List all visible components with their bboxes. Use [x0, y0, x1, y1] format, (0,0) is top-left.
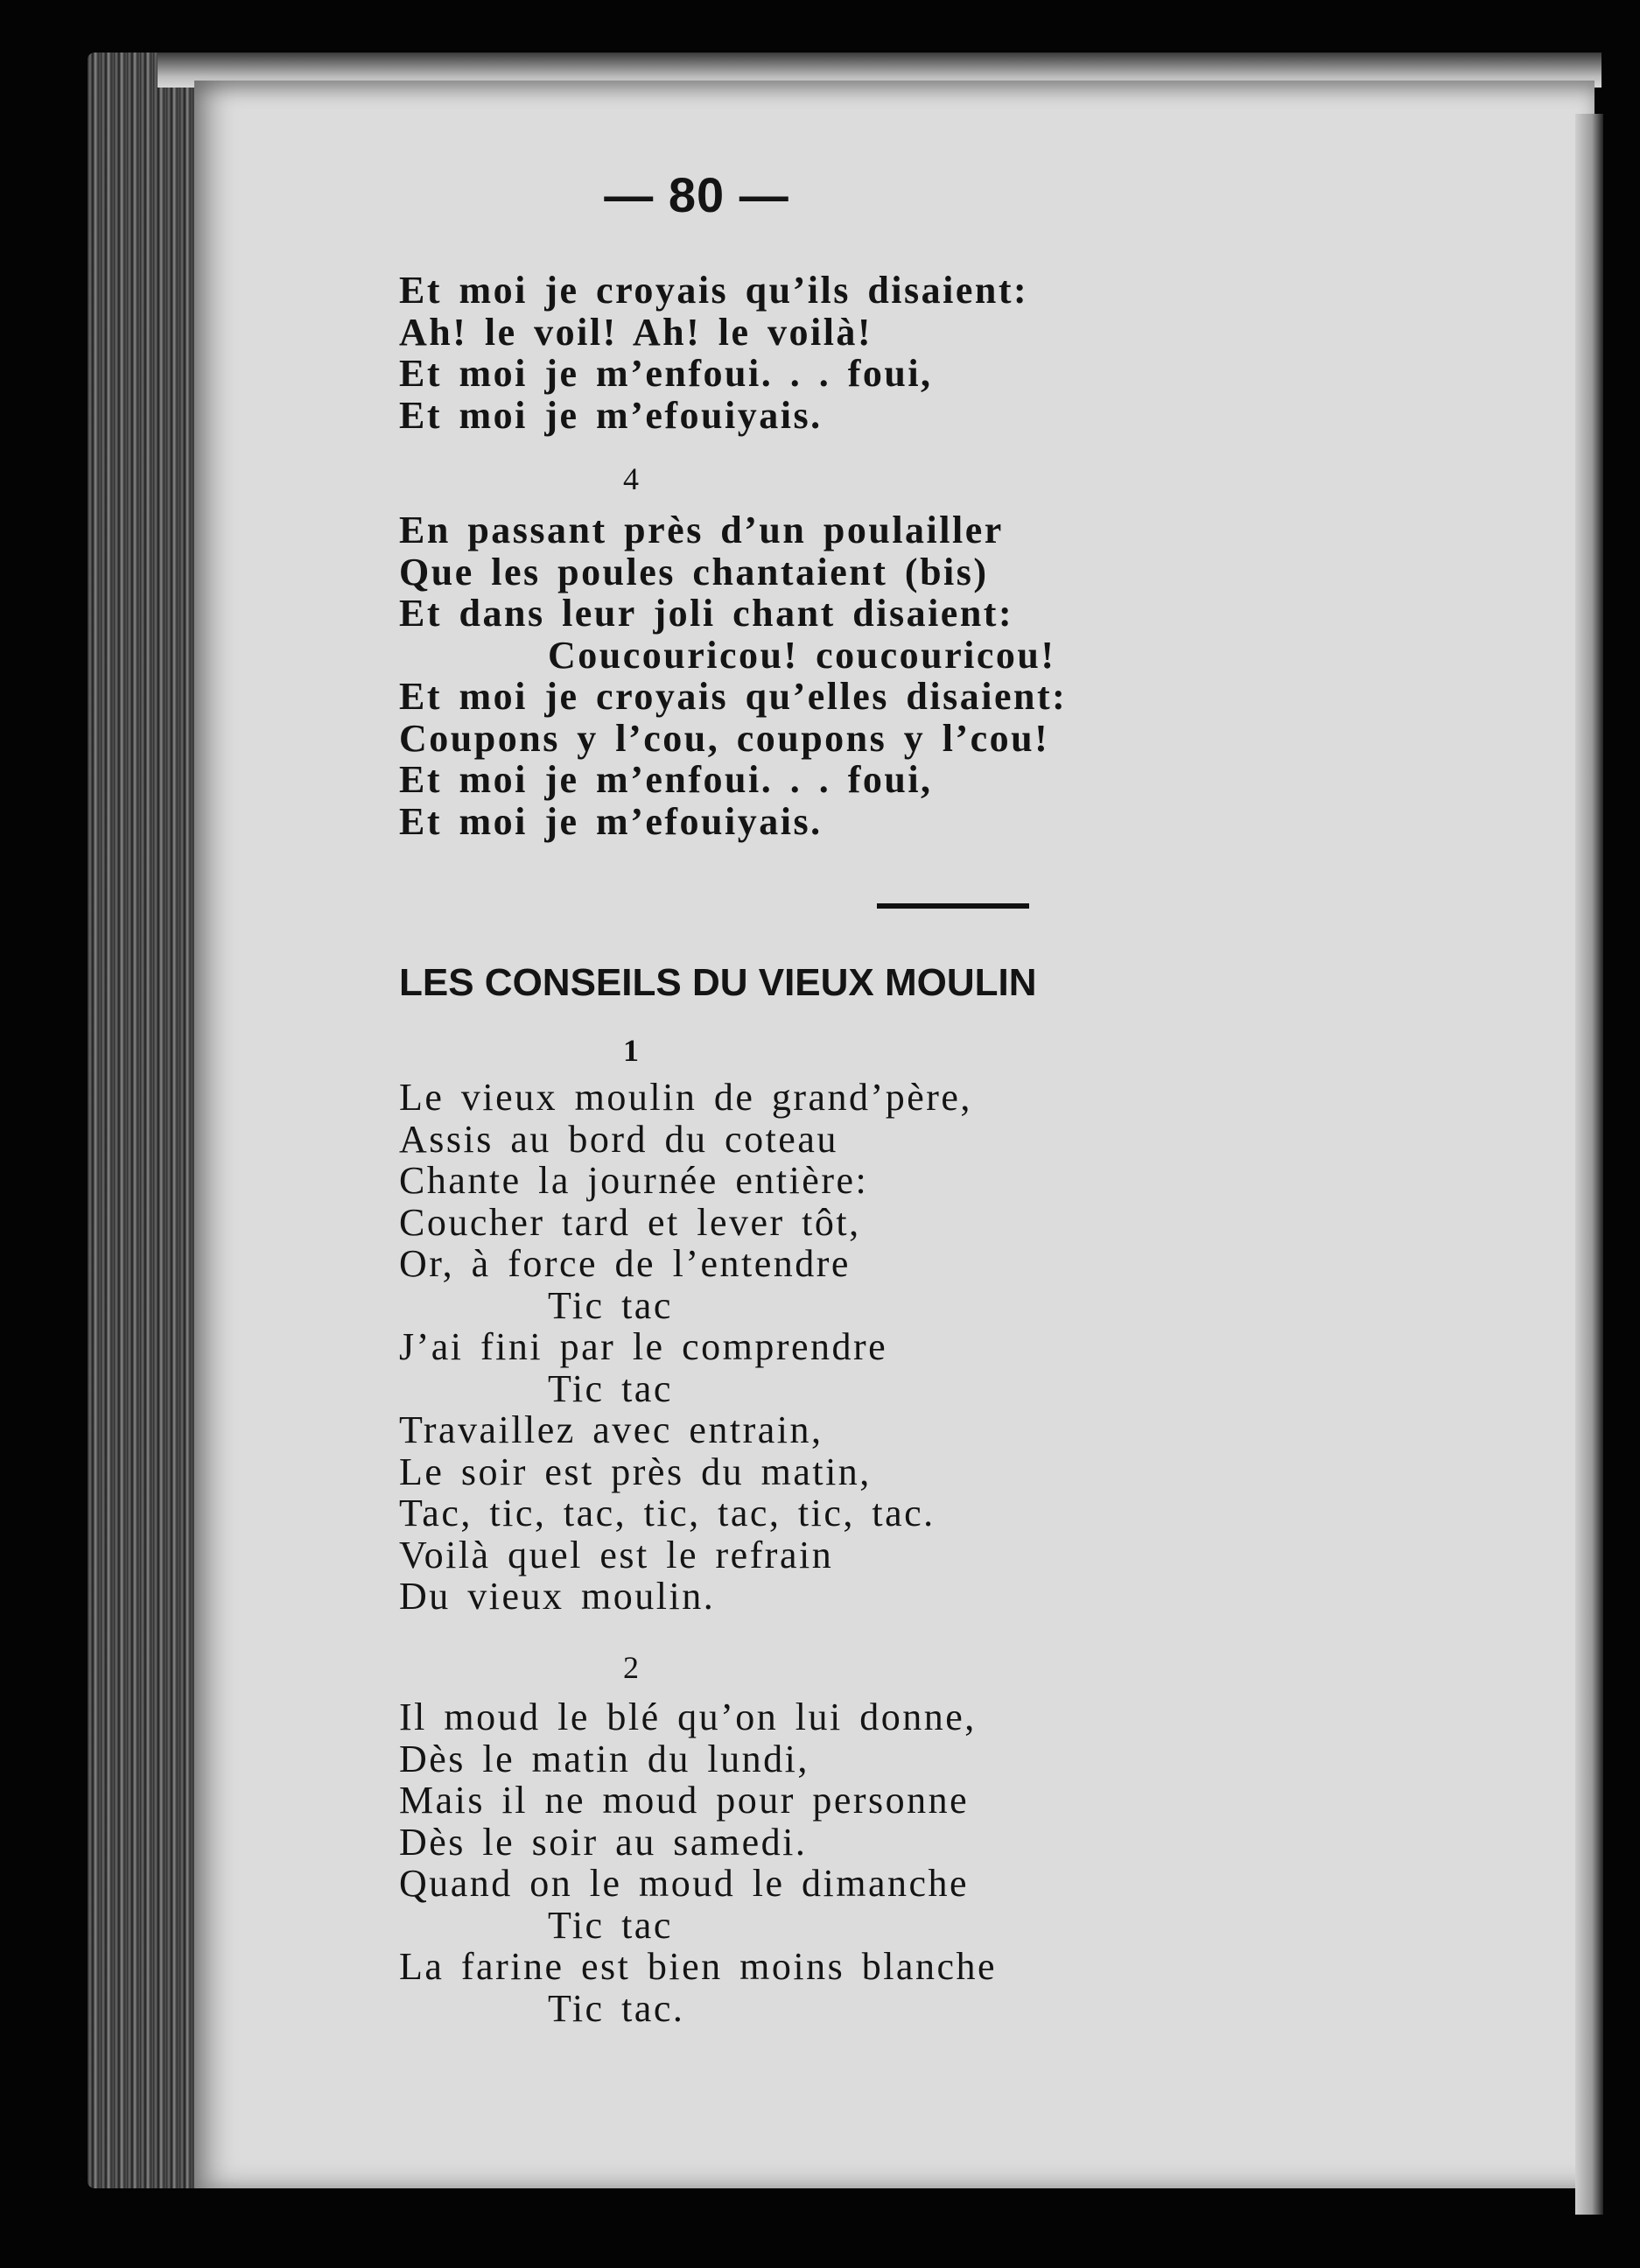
page-number: — 80 — — [604, 167, 789, 222]
stanza-4 — [399, 509, 1067, 842]
verse-line: Or, à force de l’entendre — [399, 1242, 851, 1285]
verse-line: Assis au bord du coteau — [399, 1117, 838, 1161]
song-2-stanza-1 — [399, 1077, 972, 1618]
verse-line: Quand on le moud le dimanche — [399, 1862, 970, 1905]
song-title: LES CONSEILS DU VIEUX MOULIN — [399, 961, 1037, 1004]
verse-line: Et moi je croyais qu’ils disaient: — [399, 269, 1029, 312]
verse-line: Chante la journée entière: — [399, 1159, 869, 1202]
stanza-number: 1 — [623, 1033, 639, 1068]
verse-line: Coupons y l’cou, coupons y l’cou! — [399, 716, 1050, 760]
book-page-edges — [88, 53, 201, 2188]
verse-line: Ah! le voil! Ah! le voilà! — [399, 310, 873, 354]
verse-line: Tic tac. — [548, 1986, 685, 2030]
stanza-3-ending — [399, 270, 1028, 436]
verse-line: Voilà quel est le refrain — [399, 1533, 834, 1576]
verse-line: Et moi je m’enfoui. . . foui, — [399, 758, 933, 801]
verse-line: Tac, tic, tac, tic, tac, tic, tac. — [399, 1492, 936, 1534]
verse-line: Du vieux moulin. — [399, 1575, 716, 1618]
stanza-number: 4 — [623, 461, 639, 496]
section-divider — [877, 903, 1029, 909]
verse-line: Le soir est près du matin, — [399, 1450, 872, 1493]
verse-line: Coucouricou! coucouricou! — [548, 633, 1056, 677]
verse-line: Il moud le blé qu’on lui donne, — [399, 1696, 977, 1738]
verse-line: Et moi je m’efouiyais. — [399, 799, 823, 843]
verse-line: Tic tac — [548, 1366, 673, 1410]
stanza-number: 2 — [623, 1650, 639, 1685]
verse-line: Et moi je m’efouiyais. — [399, 393, 823, 437]
verse-line: Et moi je m’enfoui. . . foui, — [399, 352, 933, 395]
verse-line: Que les poules chantaient (bis) — [399, 550, 989, 593]
verse-line: Travaillez avec entrain, — [399, 1408, 824, 1451]
verse-line: En passant près d’un poulailler — [399, 509, 1004, 551]
verse-line: Et dans leur joli chant disaient: — [399, 592, 1014, 635]
verse-line: J’ai fini par le comprendre — [399, 1325, 888, 1368]
verse-line: Mais il ne moud pour personne — [399, 1779, 970, 1822]
verse-line: Dès le soir au samedi. — [399, 1820, 808, 1864]
verse-line: Le vieux moulin de grand’père, — [399, 1076, 972, 1119]
verse-line: Tic tac — [548, 1903, 673, 1947]
verse-line: Et moi je croyais qu’elles disaient: — [399, 675, 1068, 718]
verse-line: La farine est bien moins blanche — [399, 1945, 998, 1988]
book-right-edge — [1575, 114, 1603, 2215]
verse-line: Coucher tard et lever tôt, — [399, 1200, 861, 1244]
verse-line: Tic tac — [548, 1283, 673, 1327]
verse-line: Dès le matin du lundi, — [399, 1737, 809, 1780]
song-2-stanza-2 — [399, 1696, 997, 2029]
